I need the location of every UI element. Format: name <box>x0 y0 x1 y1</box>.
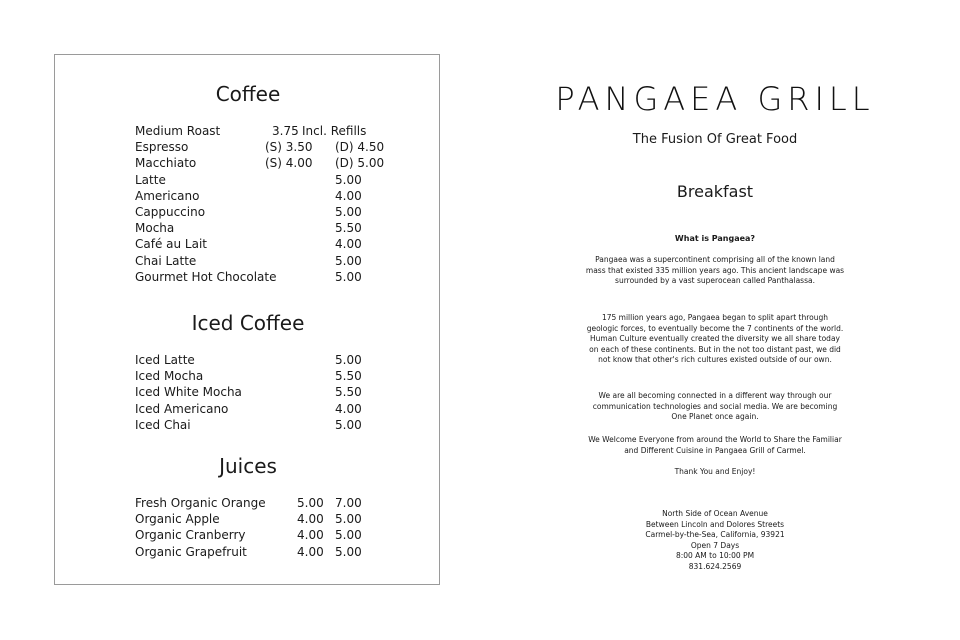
menu-item-name: Organic Apple <box>135 512 220 527</box>
menu-item-name: Fresh Organic Orange <box>135 496 266 510</box>
menu-item-name: Cappuccino <box>135 205 206 219</box>
menu-item-name: Organic Cranberry <box>135 528 246 543</box>
menu-item-name: Iced Mocha <box>135 369 204 384</box>
footer-line: Between Lincoln and Dolores Streets <box>645 519 785 529</box>
menu-item-price: Incl. Refills <box>302 124 367 138</box>
menu-item-name: Iced Americano <box>135 401 229 416</box>
iced-coffee-section-title: Iced Coffee <box>191 311 305 335</box>
menu-item-price: 5.50 <box>335 221 362 236</box>
menu-item-name: Iced White Mocha <box>135 385 242 400</box>
menu-item-price-primary: 4.00 <box>297 528 324 543</box>
tagline: The Fusion Of Great Food <box>632 132 798 147</box>
about-paragraph: We are all becoming connected in a different way through our communication technologies and social media. We are becoming One Planet once again. <box>592 391 838 421</box>
menu-item-name: Organic Grapefruit <box>135 544 247 559</box>
footer-line: Open 7 Days <box>690 540 740 550</box>
menu-item-name: Iced Latte <box>135 353 195 367</box>
about-paragraph: Pangaea was a supercontinent comprising all of the known land mass that existed 335 million years ago. This ancient landscape was surrounded by a vast superocean called Panthalassa. <box>585 255 845 285</box>
juices-section-title: Juices <box>219 454 277 478</box>
menu-item-price: 7.00 <box>335 496 362 510</box>
menu-item-name: Iced Chai <box>135 417 191 432</box>
menu-item-price: (D) 5.00 <box>335 156 385 171</box>
menu-item-name: Latte <box>135 172 166 187</box>
about-paragraph: 175 million years ago, Pangaea began to split apart through geologic forces, to eventually become the 7 continents of the world. Human Culture eventually created the diversity we all share today on each of these continents. But in the not too distant past, we did not know that other's rich cultures existed outside of our own. <box>586 313 844 364</box>
menu-item-name: Mocha <box>135 221 175 236</box>
menu-item-price-primary: (S) 3.50 <box>265 140 313 155</box>
menu-item-price: 5.00 <box>335 253 362 268</box>
menu-item-price-primary: 4.00 <box>297 512 324 527</box>
menu-item-price: 5.00 <box>335 544 362 559</box>
coffee-section-title: Coffee <box>215 82 281 106</box>
menu-item-price: 5.00 <box>335 269 362 284</box>
drinks-menu-card <box>54 54 440 585</box>
about-paragraph: Thank You and Enjoy! <box>674 467 756 476</box>
about-paragraph: We Welcome Everyone from around the World to Share the Familiar and Different Cuisine in Pangaea Grill of Carmel. <box>588 435 842 455</box>
restaurant-name: PANGAEA GRILL <box>555 80 875 118</box>
menu-item-price: 5.00 <box>335 353 362 367</box>
menu-item-name: Gourmet Hot Chocolate <box>135 269 277 284</box>
phone-number: 831.624.2569 <box>688 561 742 571</box>
menu-item-price: 5.00 <box>335 417 362 432</box>
footer-line: Carmel-by-the-Sea, California, 93921 <box>645 530 785 539</box>
menu-item-price: 4.00 <box>335 188 362 203</box>
menu-item-price: 5.00 <box>335 512 362 527</box>
menu-item-name: Macchiato <box>135 156 197 171</box>
menu-item-price-primary: 3.75 <box>272 124 299 138</box>
menu-item-name: Americano <box>135 188 200 203</box>
menu-item-price: 5.50 <box>335 369 362 384</box>
menu-item-price: 5.00 <box>335 205 362 219</box>
footer-line: 8:00 AM to 10:00 PM <box>675 551 755 560</box>
menu-item-price-primary: 4.00 <box>297 544 324 559</box>
address-footer <box>585 509 845 572</box>
menu-item-name: Café au Lait <box>135 237 208 252</box>
menu-item-name: Espresso <box>135 140 189 155</box>
menu-item-price: 5.50 <box>335 385 362 400</box>
footer-line: North Side of Ocean Avenue <box>662 509 768 518</box>
menu-item-name: Medium Roast <box>135 124 221 138</box>
intro-page <box>470 0 960 640</box>
meal-heading: Breakfast <box>676 182 754 201</box>
about-heading: What is Pangaea? <box>674 234 756 243</box>
menu-item-price: 4.00 <box>335 237 362 252</box>
menu-item-price: 5.00 <box>335 172 362 187</box>
menu-item-price: 4.00 <box>335 401 362 416</box>
menu-item-name: Chai Latte <box>135 253 197 268</box>
menu-item-price-primary: 5.00 <box>297 496 324 510</box>
menu-item-price-primary: (S) 4.00 <box>265 156 313 171</box>
menu-item-price: (D) 4.50 <box>335 140 385 155</box>
menu-item-price: 5.00 <box>335 528 362 543</box>
